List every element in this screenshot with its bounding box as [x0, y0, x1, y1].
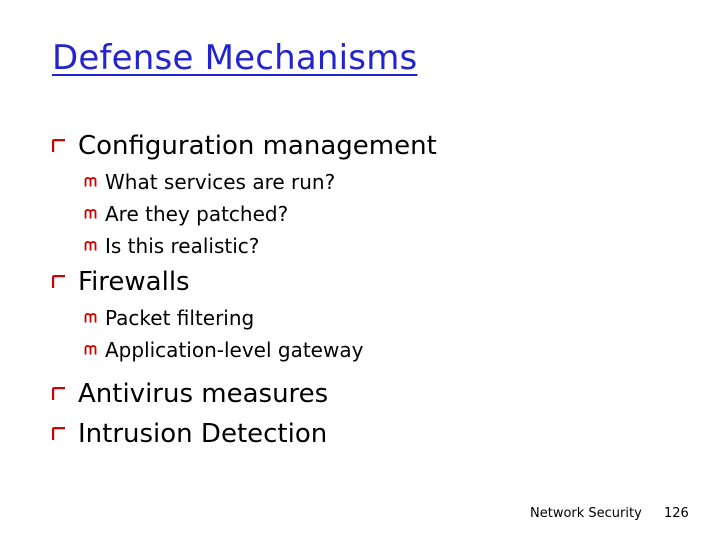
bullet-label: Antivirus measures: [78, 379, 329, 409]
m-bullet-icon: [84, 313, 97, 323]
checkbox-bullet-icon: [52, 275, 66, 289]
sub-bullet-label: Are they patched?: [105, 202, 289, 226]
slide-title: Defense Mechanisms: [52, 38, 418, 78]
bullet-label: Firewalls: [78, 267, 190, 297]
sub-bullet-item: [52, 302, 672, 334]
m-bullet-icon: [84, 177, 97, 187]
bullet-item: [52, 262, 672, 302]
sub-bullet-label: Is this realistic?: [105, 234, 260, 258]
footer-text: Network Security: [530, 506, 642, 521]
sub-bullet-label: Application-level gateway: [105, 338, 364, 362]
sub-bullet-label: Packet filtering: [105, 306, 255, 330]
bullet-label: Configuration management: [78, 131, 437, 161]
sub-bullet-item: [52, 166, 672, 198]
spacer: [52, 366, 672, 374]
page-number: 126: [664, 506, 689, 521]
checkbox-bullet-icon: [52, 139, 66, 153]
sub-bullet-label: What services are run?: [105, 170, 336, 194]
m-bullet-icon: [84, 345, 97, 355]
sub-bullet-item: [52, 198, 672, 230]
sub-bullet-item: [52, 334, 672, 366]
sub-bullet-item: [52, 230, 672, 262]
bullet-item: [52, 414, 672, 454]
bullet-item: [52, 374, 672, 414]
checkbox-bullet-icon: [52, 427, 66, 441]
checkbox-bullet-icon: [52, 387, 66, 401]
bullet-list: [52, 126, 672, 454]
bullet-item: [52, 126, 672, 166]
bullet-label: Intrusion Detection: [78, 419, 328, 449]
m-bullet-icon: [84, 241, 97, 251]
m-bullet-icon: [84, 209, 97, 219]
